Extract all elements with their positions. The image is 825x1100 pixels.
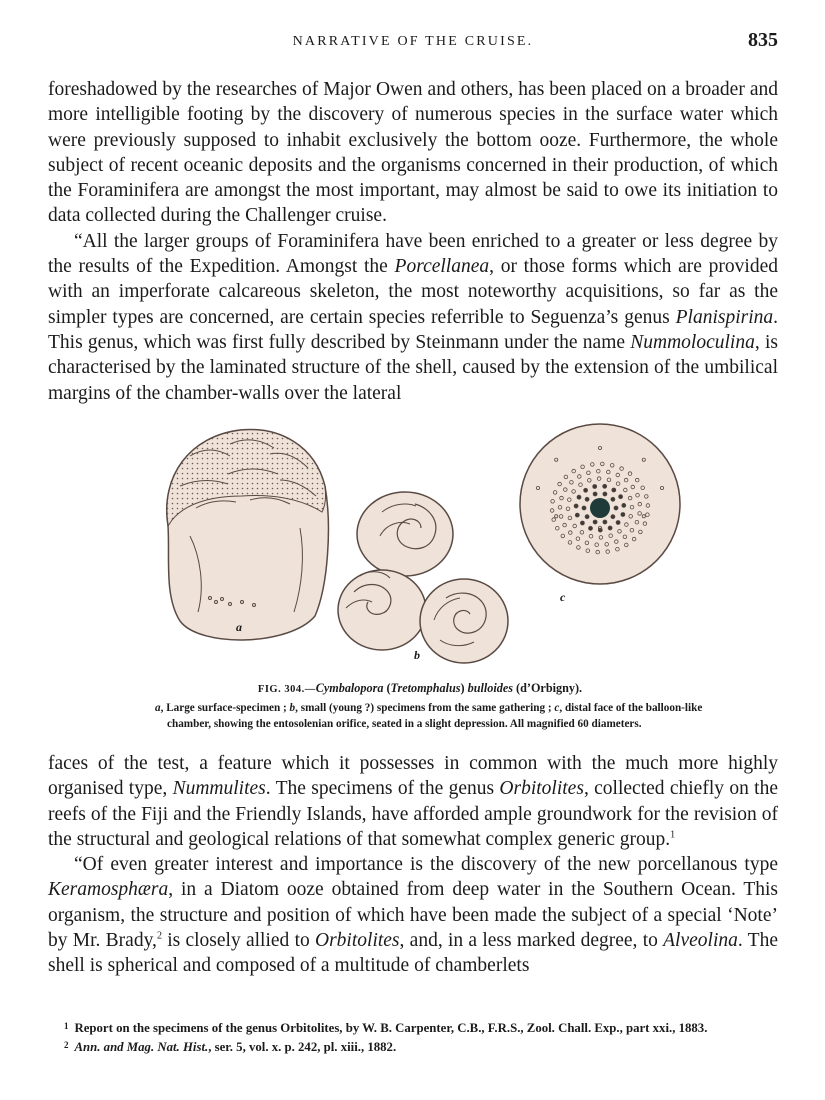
figure-plate [150,416,690,670]
taxon-name: Keramosphæra [48,879,169,901]
footnotes [48,1018,778,1056]
taxon-name: Nummoloculina [630,331,755,353]
taxon-name: Planispirina [675,306,774,328]
specimen-a [167,429,329,639]
pore [611,497,615,501]
pore [603,492,607,496]
pore [574,504,578,508]
pore [611,515,615,519]
panel-label-c: c [560,590,566,604]
body-text-bottom [48,751,778,979]
specimen-b [338,492,508,663]
panel-label-b: b [414,648,420,662]
pore [622,503,626,507]
paragraph: “Of even greater interest and importance is the discovery of the new porcellanous type Keramosphæra, in a Diatom ooze obtained from deep water in the Southern Ocean. This organism, the structure and position of which have been made the subject of a special ‘Note’ by Mr. Brady,$^2$ is closely allied to Orbitolites, and, in a less marked degree, to Alveolina. The shell is spherical and composed of a multitude of chamberlets [48,854,778,977]
running-title: NARRATIVE OF THE CRUISE. [292,34,534,49]
footnote-ref: 2 [156,930,162,942]
pore [593,520,597,524]
paragraph: foreshadowed by the researches of Major Owen and others, has been placed on a broader and more intelligible footing by the discovery of numerous species in the surface water which were previously supposed to inhabit exclusively the bottom ooze. Furthermore, the whole subject of recent oceanic deposits and the organisms concerned in their production, of which the Foraminifera are amongst the most important, may almost be said to owe its initiation to data collected during the Challenger cruise. [48,79,778,227]
pore [580,521,584,525]
pore [608,526,612,530]
taxon-name: Nummulites [172,778,266,800]
pore [619,495,623,499]
taxon-name: Orbitolites [499,778,584,800]
caption-title: FIG. 304.—Cymbalopora (Tretomphalus) bulloides (d’Orbigny). [257,681,583,695]
pore [582,506,586,510]
pore [593,485,597,489]
pore [612,488,616,492]
taxon-name: Porcellanea [394,256,490,278]
pore [577,495,581,499]
pore [616,521,620,525]
pore [603,520,607,524]
body-text-top [48,77,778,406]
pore [575,513,579,517]
footnote-ref: 1 [670,829,676,841]
paragraph: “All the larger groups of Foraminifera have been enriched to a greater or less degree by the results of the Expedition. Amongst the Porcellanea, or those forms which are provided with an imperforate calcareous skeleton, the most noteworthy acquisitions, so far as the simpler types are concerned, are certain species referrible to Seguenza’s genus Planispirina. This genus, which was first fully described by Steinmann under the name Nummoloculina, is characterised by the laminated structure of the shell, caused by the extension of the umbilical margins of the chamber-walls over the lateral [48,230,778,404]
footnote-1: $^1$ Report on the specimens of the genus Orbitolites, by W. B. Carpenter, C.B., F.R.S., Zool. Chall. Exp., part xxi., 1883. [64,1021,708,1035]
panel-label-a: a [236,620,242,634]
specimen-c [520,424,680,584]
pore [585,497,589,501]
pore [614,506,618,510]
taxon-name: Orbitolites [315,930,400,952]
pore [585,515,589,519]
pore [584,488,588,492]
paragraph-continued: faces of the test, a feature which it possesses in common with the much more highly organised type, Nummulites. The specimens of the genus Orbitolites, collected chiefly on the reefs of the Fiji and the Friendly Islands, have afforded ample groundwork for the revision of the structural and geological relations of that somewhat complex generic group.$^1$ [48,753,778,850]
page-number: 835 [748,29,778,51]
caption-description: a, Large surface-specimen ; b, small (young ?) specimens from the same gathering ; c, distal face of the balloon-like chamber, showing the entosolenian orifice, seated in a slight depression. All magnified 60 diameters. [155,702,703,730]
pore [589,526,593,530]
footnote-2: $^2$ Ann. and Mag. Nat. Hist., ser. 5, vol. x. p. 242, pl. xiii., 1882. [64,1040,397,1054]
foraminifera-illustration [150,416,690,670]
pore [603,484,607,488]
pore [621,513,625,517]
taxon-name: Alveolina [663,930,738,952]
pore [593,492,597,496]
page-header [48,29,778,58]
